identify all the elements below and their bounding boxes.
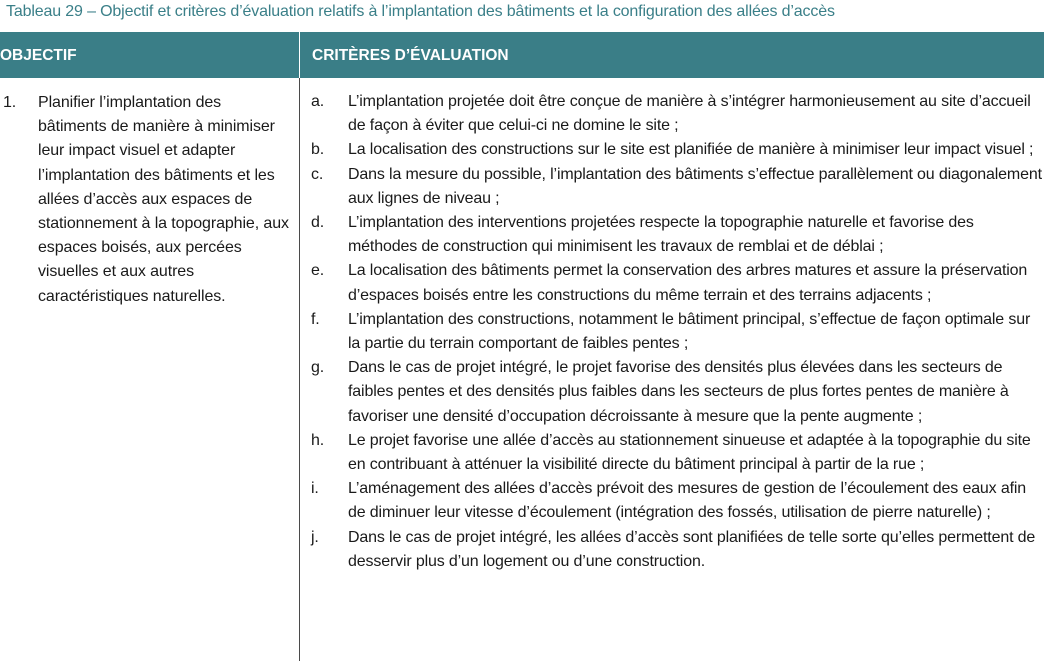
criterion-item — [300, 163, 1044, 211]
criterion-text: Le projet favorise une allée d’accès au stationnement sinueuse et adaptée à la topographie du site en contribuant à atténuer la visibilité directe du bâtiment principal à partir de la rue ; — [348, 431, 1031, 474]
objective-text: Planifier l’implantation des bâtiments de manière à minimiser leur impact visuel et adapter l’implantation des bâtiments et les allées d’accès aux espaces de stationnement à la topographie, aux espaces boisés, aux percées visuelles et aux autres caractéristiques naturelles. — [38, 94, 289, 305]
criterion-item — [300, 308, 1044, 356]
criterion-item — [300, 429, 1044, 477]
header-divider — [299, 32, 300, 78]
criterion-letter: e. — [311, 262, 325, 280]
criterion-letter: b. — [311, 141, 325, 159]
criterion-letter: d. — [311, 214, 325, 232]
criterion-item — [300, 90, 1044, 138]
criterion-text: Dans le cas de projet intégré, le projet favorise des densités plus élevées dans les secteurs de faibles pentes et des densités plus faibles dans les secteurs de plus fortes pentes de manière à favoriser une densité d’occupation décroissante à mesure que la pente augmente ; — [348, 359, 1009, 425]
criterion-text: L’aménagement des allées d’accès prévoit des mesures de gestion de l’écoulement des eaux afin de diminuer leur vitesse d’écoulement (intégration des fossés, utilisation de pierre naturelle) ; — [348, 480, 1027, 522]
criterion-item — [300, 138, 1044, 162]
criterion-letter: i. — [311, 480, 319, 498]
table-caption: Tableau 29 – Objectif et critères d’évaluation relatifs à l’implantation des bâtiments et la configuration des allées d’accès — [6, 3, 835, 20]
criterion-letter: a. — [311, 93, 325, 110]
criterion-item — [300, 211, 1044, 259]
criterion-letter: f. — [311, 310, 320, 328]
criterion-item — [300, 356, 1044, 429]
criteria-list — [300, 90, 1044, 574]
criterion-text: Dans la mesure du possible, l’implantation des bâtiments s’effectue parallèlement ou diagonalement aux lignes de niveau ; — [348, 165, 1042, 207]
criterion-item — [300, 477, 1044, 525]
objective-number: 1. — [3, 94, 17, 111]
criterion-text: La localisation des constructions sur le site est planifiée de manière à minimiser leur impact visuel ; — [348, 141, 1034, 159]
criterion-letter: j. — [311, 528, 319, 546]
header-objective: OBJECTIF — [0, 47, 77, 64]
criterion-text: L’implantation des interventions projetées respecte la topographie naturelle et favorise des méthodes de construction qui minimisent les travaux de remblai et de déblai ; — [348, 214, 974, 256]
criterion-text: La localisation des bâtiments permet la conservation des arbres matures et assure la préservation d’espaces boisés entre les constructions du même terrain et des terrains adjacents ; — [348, 262, 1028, 304]
criterion-text: Dans le cas de projet intégré, les allées d’accès sont planifiées de telle sorte qu’elles permettent de desservir plus d’un logement ou d’une construction. — [348, 528, 1036, 570]
criterion-letter: g. — [311, 359, 325, 377]
criterion-text: L’implantation projetée doit être conçue de manière à s’intégrer harmonieusement au site d’accueil de façon à éviter que celui-ci ne domine le site ; — [348, 93, 1031, 135]
table-header — [0, 32, 1044, 78]
criterion-letter: c. — [311, 165, 324, 183]
criterion-text: L’implantation des constructions, notamment le bâtiment principal, s’effectue de façon optimale sur la partie du terrain comportant de faibles pentes ; — [348, 310, 1031, 353]
criterion-letter: h. — [311, 431, 325, 449]
criterion-item — [300, 526, 1044, 574]
header-criteria: CRITÈRES D’ÉVALUATION — [312, 47, 509, 64]
criterion-item — [300, 259, 1044, 307]
